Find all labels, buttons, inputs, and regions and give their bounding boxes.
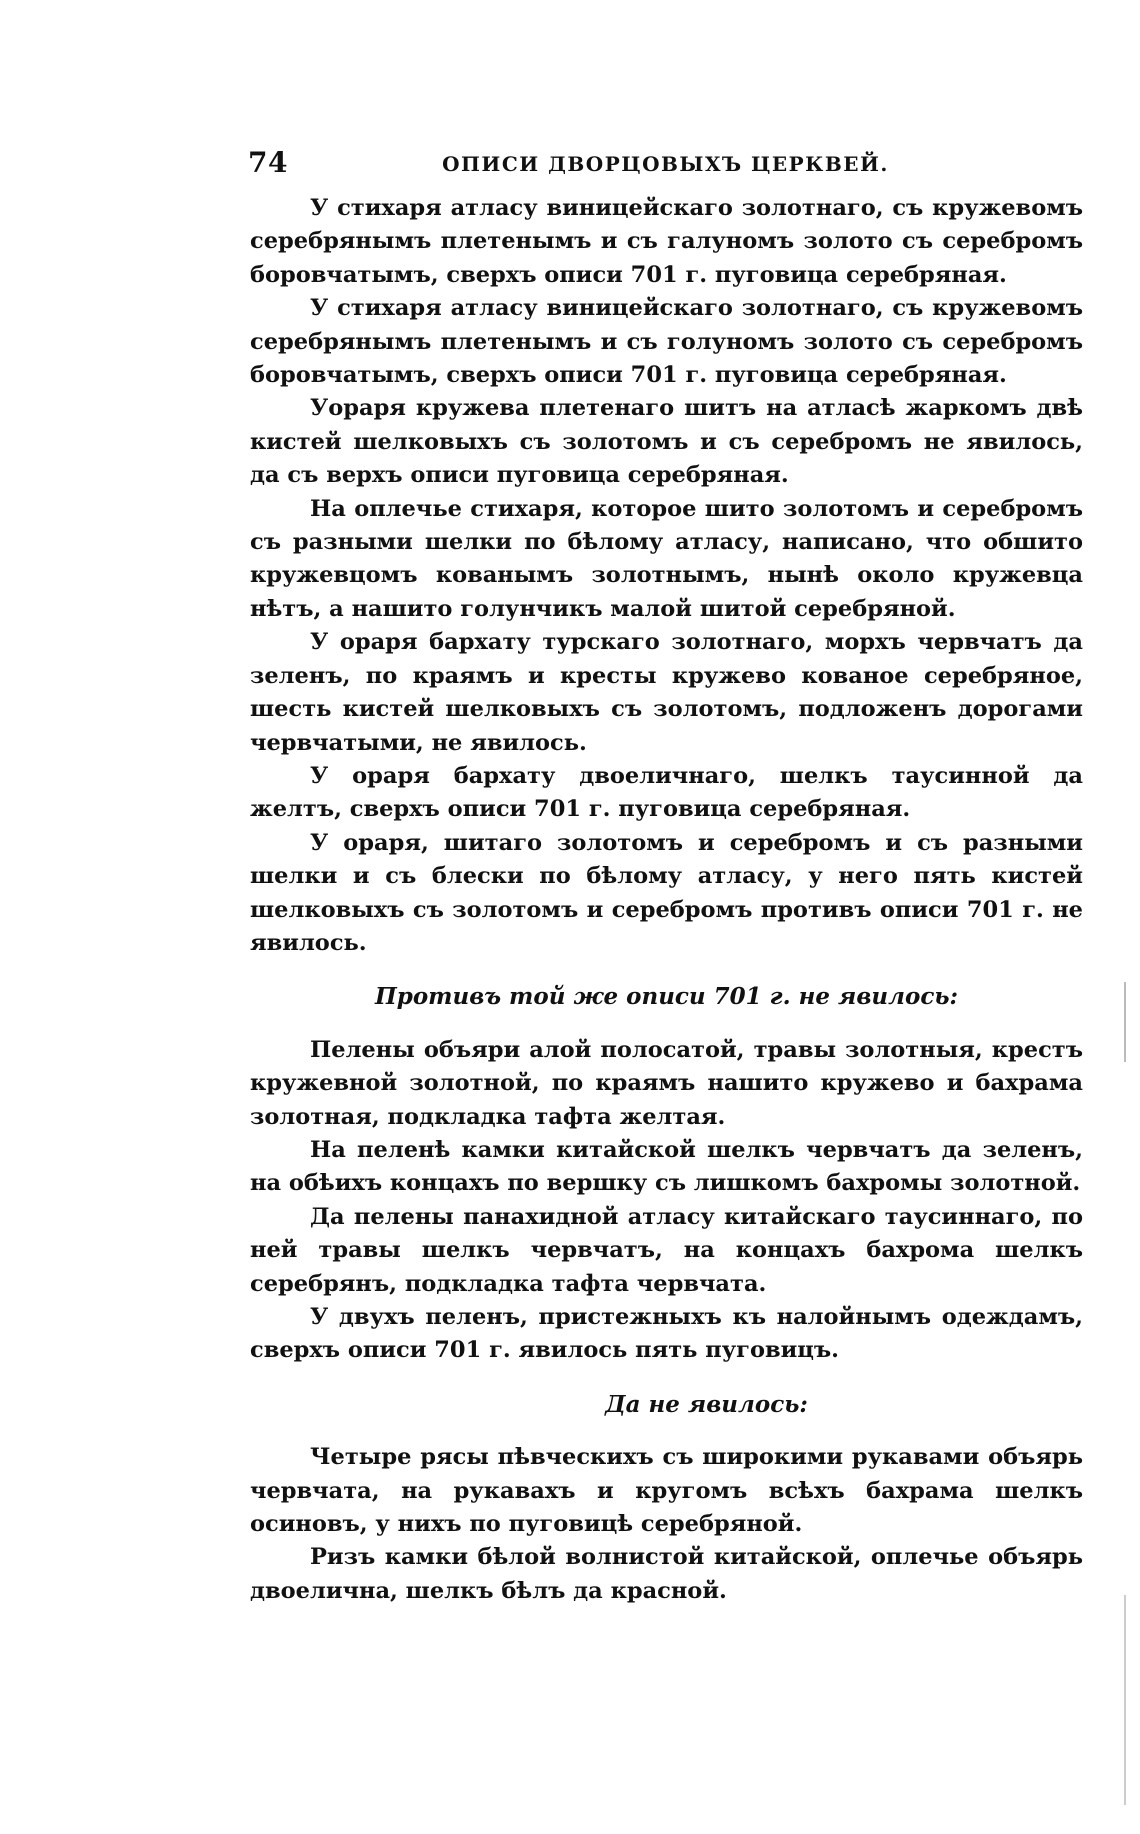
paragraph: Да пелены панахидной атласу китайскаго таусиннаго, по ней травы шелкъ червчатъ, на концахъ бахрома шелкъ серебрянъ, подкладка тафта червчата. [250,1203,1083,1297]
page-number: 74 [248,146,288,179]
running-title: ОПИСИ ДВОРЦОВЫХЪ ЦЕРКВЕЙ. [442,152,889,176]
paragraph: У ораря бархату турскаго золотнаго, морхъ червчатъ да зеленъ, по краямъ и кресты кружево кованое серебряное, шесть кистей шелковыхъ съ золотомъ, подложенъ дорогами червчатыми, не явилось. [250,629,1083,756]
main-text [250,192,1083,1608]
paragraph: У ораря бархату двоеличнаго, шелкъ таусинной да желтъ, сверхъ описи 701 г. пуговица серебряная. [250,762,1083,823]
paragraph: Ризъ камки бѣлой волнистой китайской, оплечье объярь двоелична, шелкъ бѣлъ да красной. [250,1544,1083,1604]
paragraph: У ораря, шитаго золотомъ и серебромъ и съ разными шелки и съ блески по бѣлому атласу, у него пять кистей шелковыхъ съ золотомъ и серебромъ противъ описи 701 г. не явилось. [250,829,1083,956]
section-heading: Да не явилось: [605,1390,808,1418]
paragraph: У двухъ пеленъ, пристежныхъ къ налойнымъ одеждамъ, сверхъ описи 701 г. явилось пять пуговицъ. [250,1304,1083,1364]
paragraph: На пеленѣ камки китайской шелкъ червчатъ да зеленъ, на обѣихъ концахъ по вершку съ лишкомъ бахромы золотной. [250,1136,1083,1197]
page-header [248,146,1083,186]
paragraph: На оплечье стихаря, которое шито золотомъ и серебромъ съ разными шелки по бѣлому атласу, написано, что обшито кружевцомъ кованымъ золотнымъ, нынѣ около кружевца нѣтъ, а нашито голунчикъ малой шитой серебряной. [250,495,1083,622]
paragraph: У стихаря атласу виницейскаго золотнаго, съ кружевомъ серебрянымъ плетенымъ и съ голуномъ золото съ серебромъ боровчатымъ, сверхъ описи 701 г. пуговица серебряная. [250,295,1083,389]
scan-edge-mark [1124,982,1126,1062]
section-heading: Противъ той же описи 701 г. не явилось: [375,983,958,1011]
paragraph: Пелены объяри алой полосатой, травы золотныя, крестъ кружевной золотной, по краямъ нашито кружево и бахрама золотная, подкладка тафта желтая. [250,1036,1083,1130]
paragraph: У стихаря атласу виницейскаго золотнаго, съ кружевомъ серебрянымъ плетенымъ и съ галуномъ золото съ серебромъ боровчатымъ, сверхъ описи 701 г. пуговица серебряная. [250,195,1083,288]
paragraph: Четыре рясы пѣвческихъ съ широкими рукавами объярь червчата, на рукавахъ и кругомъ всѣхъ бахрама шелкъ осиновъ, у нихъ по пуговицѣ серебряной. [250,1444,1083,1538]
paragraph: Уораря кружева плетенаго шитъ на атласѣ жаркомъ двѣ кистей шелковыхъ съ золотомъ и съ серебромъ не явилось, да съ верхъ описи пуговица серебряная. [250,395,1083,489]
scan-edge-mark [1124,1595,1126,1805]
